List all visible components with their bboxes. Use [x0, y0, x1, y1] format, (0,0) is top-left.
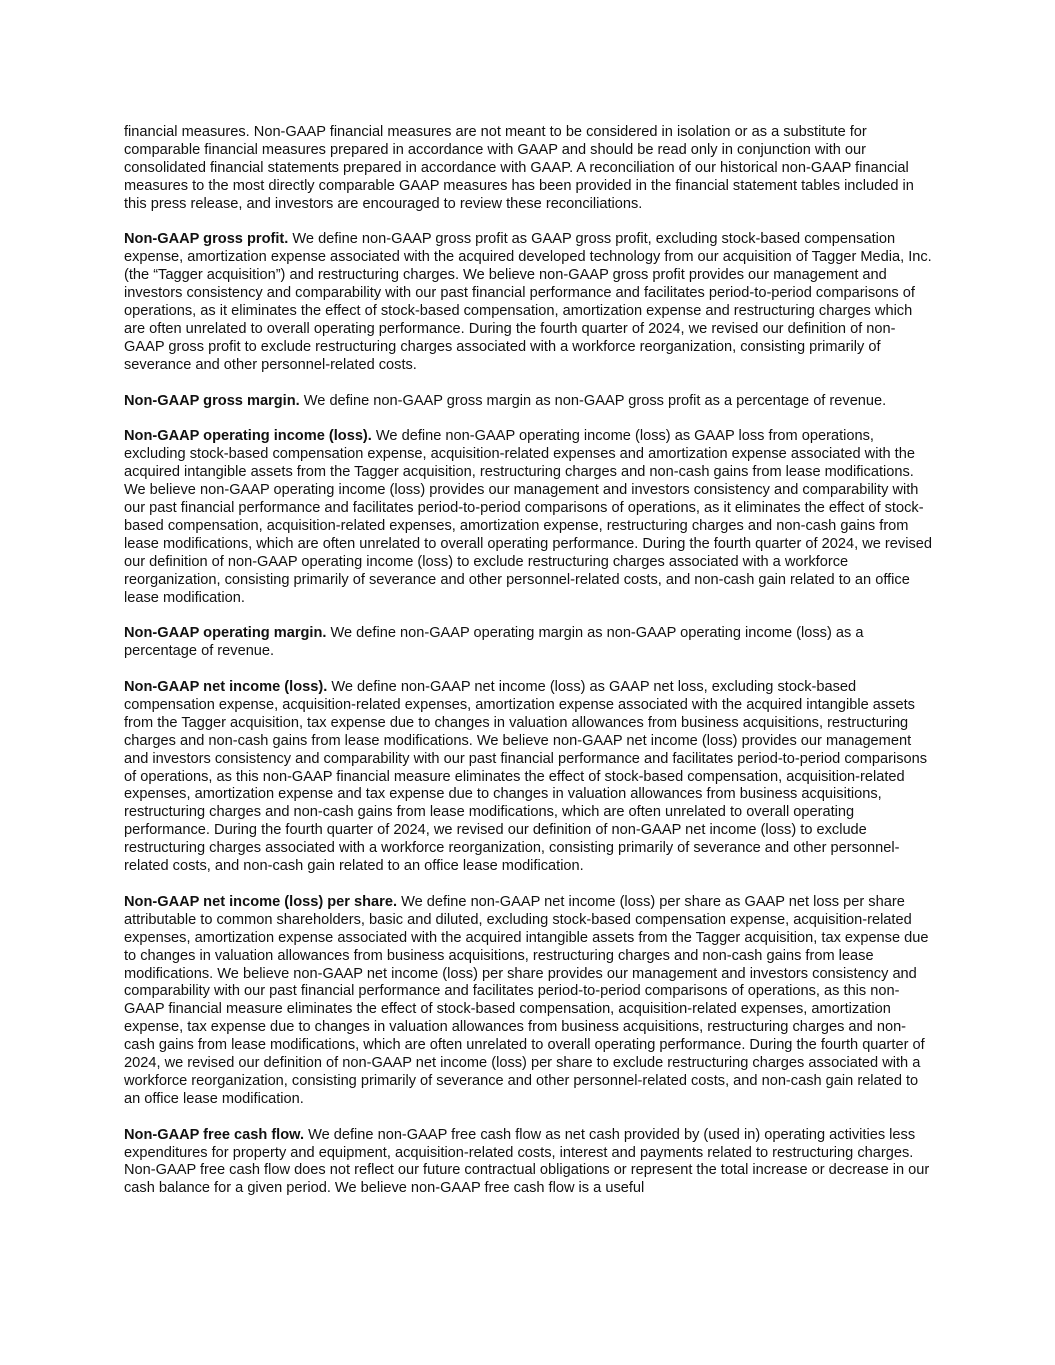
document-page [124, 124, 934, 1216]
paragraph-text: We define non-GAAP free cash flow as net cash provided by (used in) operating activities less expenditures for property and equipment, acquisition-related costs, interest and payments related to restructuring charges. Non-GAAP free cash flow does not reflect our future contractual obligations or represent the total increase or decrease in our cash balance for a given period. We believe non-GAAP free cash flow is a useful [124, 1126, 930, 1197]
paragraph-operating-margin [124, 625, 934, 661]
paragraph-text: We define non-GAAP operating margin as non-GAAP operating income (loss) as a percentage of revenue. [124, 625, 864, 660]
paragraph-gross-profit [124, 231, 934, 374]
paragraph-text: We define non-GAAP net income (loss) as GAAP net loss, excluding stock-based compensation expense, acquisition-related expenses, amortization expense associated with the acquired intangible assets from the Tagger acquisition, tax expense due to changes in valuation allowances from business acquisitions, restructuring charges and non-cash gains from lease modifications. We believe non-GAAP net income (loss) provides our management and investors consistency and comparability with our past financial performance and facilitates period-to-period comparisons of operations, as this non-GAAP financial measure eliminates the effect of stock-based compensation, acquisition-related expenses, amortization expense and tax expense due to changes in valuation allowances from business acquisitions, restructuring charges and non-cash gains from lease modifications, which are often unrelated to overall operating performance. During the fourth quarter of 2024, we revised our definition of non-GAAP net income (loss) to exclude restructuring charges associated with a workforce reorganization, consisting primarily of severance and other personnel-related costs, and non-cash gain related to an office lease modification. [124, 679, 928, 875]
paragraph-intro [124, 124, 934, 214]
paragraph-text: We define non-GAAP net income (loss) per share as GAAP net loss per share attributable to common shareholders, basic and diluted, excluding stock-based compensation expense, acquisition-related expenses, amortization expense associated with the acquired intangible assets from the Tagger acquisition, tax expense due to changes in valuation allowances from business acquisitions, restructuring charges and non-cash gains from lease modifications. We believe non-GAAP net income (loss) per share provides our management and investors consistency and comparability with our past financial performance and facilitates period-to-period comparisons of operations, as this non-GAAP financial measure eliminates the effect of stock-based compensation, acquisition-related expenses, amortization expense, tax expense due to changes in valuation allowances from business acquisitions, restructuring charges and non-cash gains from lease modifications, which are often unrelated to overall operating performance. During the fourth quarter of 2024, we revised our definition of non-GAAP net income (loss) per share to exclude restructuring charges associated with a workforce reorganization, consisting primarily of severance and other personnel-related costs, and non-cash gain related to an office lease modification. [124, 893, 929, 1107]
term-heading: Non-GAAP operating margin. [124, 625, 327, 642]
paragraph-text: We define non-GAAP operating income (loss) as GAAP loss from operations, excluding stock-based compensation expense, acquisition-related expenses and amortization expense associated with the acquired intangible assets from the Tagger acquisition, restructuring charges and non-cash gains from lease modifications. We believe non-GAAP operating income (loss) provides our management and investors consistency and comparability with our past financial performance and facilitates period-to-period comparisons of operations, as it eliminates the effect of stock-based compensation, acquisition-related expenses, amortization expense, restructuring charges and non-cash gains from lease modifications, which are often unrelated to overall operating performance. During the fourth quarter of 2024, we revised our definition of non-GAAP operating income (loss) to exclude restructuring charges associated with a workforce reorganization, consisting primarily of severance and other personnel-related costs, and non-cash gain related to an office lease modification. [124, 428, 932, 606]
term-heading: Non-GAAP operating income (loss). [124, 428, 372, 445]
paragraph-gross-margin [124, 393, 934, 411]
term-heading: Non-GAAP free cash flow. [124, 1126, 305, 1143]
paragraph-net-income [124, 679, 934, 876]
term-heading: Non-GAAP gross profit. [124, 231, 289, 248]
term-heading: Non-GAAP gross margin. [124, 392, 300, 409]
term-heading: Non-GAAP net income (loss) per share. [124, 893, 398, 910]
paragraph-text: We define non-GAAP gross profit as GAAP gross profit, excluding stock-based compensation expense, amortization expense associated with the acquired developed technology from our acquisition of Tagger Media, Inc. (the “Tagger acquisition”) and restructuring charges. We believe non-GAAP gross profit provides our management and investors consistency and comparability with our past financial performance and facilitates period-to-period comparisons of operations, as it eliminates the effect of stock-based compensation, amortization expense and restructuring charges which are often unrelated to overall operating performance. During the fourth quarter of 2024, we revised our definition of non-GAAP gross profit to exclude restructuring charges associated with a workforce reorganization, consisting primarily of severance and other personnel-related costs. [124, 231, 932, 373]
paragraph-text: We define non-GAAP gross margin as non-GAAP gross profit as a percentage of revenue. [299, 392, 887, 409]
paragraph-free-cash-flow [124, 1127, 934, 1199]
term-heading: Non-GAAP net income (loss). [124, 679, 328, 696]
paragraph-operating-income [124, 428, 934, 607]
paragraph-net-income-per-share [124, 894, 934, 1109]
paragraph-text: financial measures. Non-GAAP financial measures are not meant to be considered in isolation or as a substitute for comparable financial measures prepared in accordance with GAAP and should be read only in conjunction with our consolidated financial statements prepared in accordance with GAAP. A reconciliation of our historical non-GAAP financial measures to the most directly comparable GAAP measures has been provided in the financial statement tables included in this press release, and investors are encouraged to review these reconciliations. [124, 124, 914, 212]
